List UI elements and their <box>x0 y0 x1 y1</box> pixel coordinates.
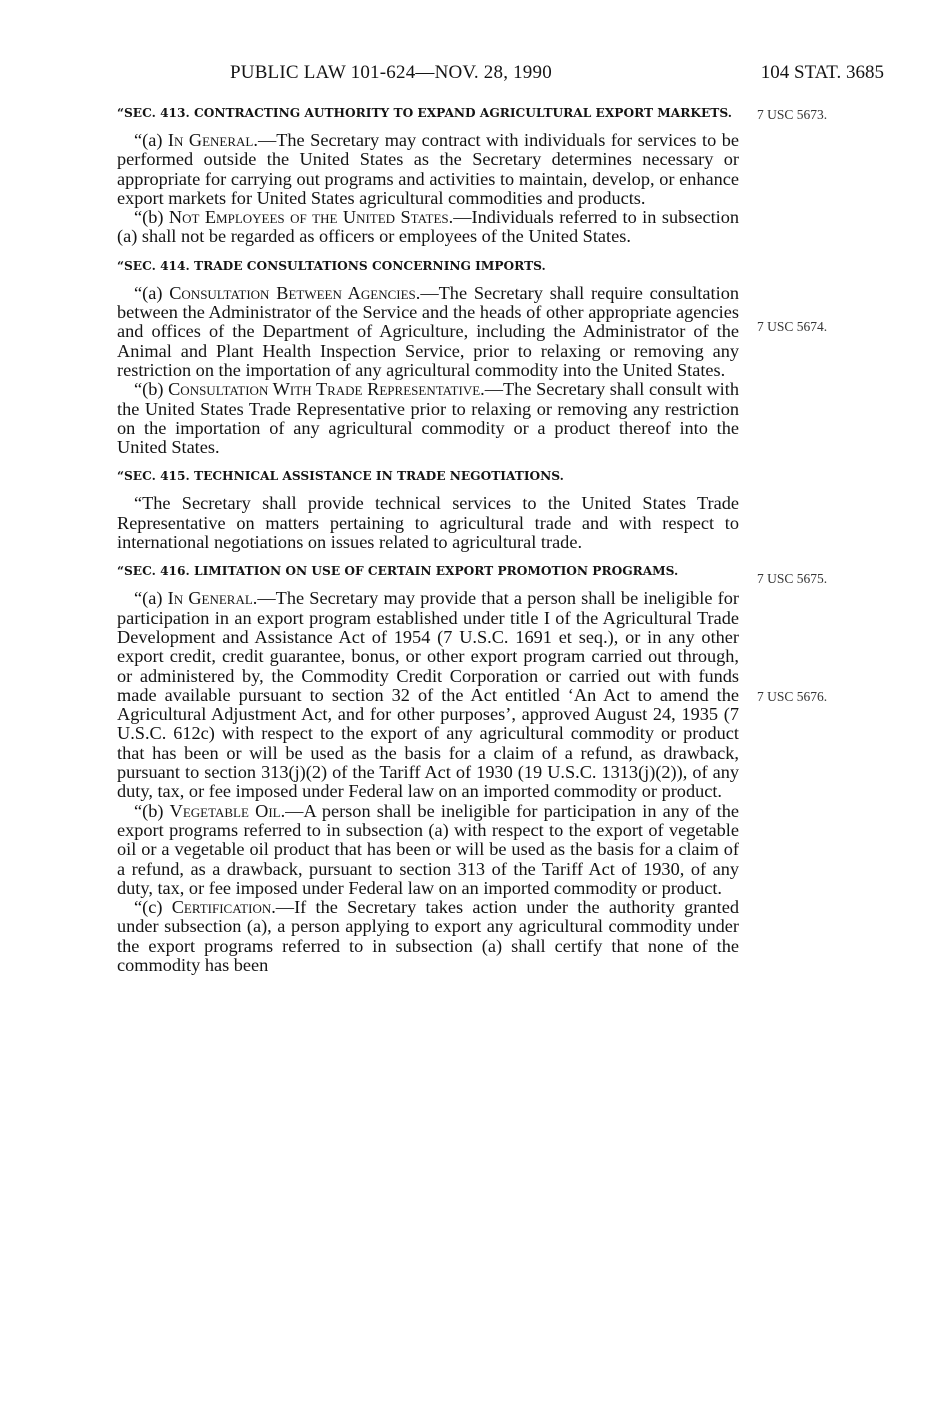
section-413 <box>117 105 739 247</box>
subsection-paragraph: “(a) In General.—The Secretary may contract with individuals for services to be performed outside the United States as the Secretary determines necessary or appropriate for carrying out programs and activities to maintain, develop, or enhance export markets for United States agricultural commodities and products. <box>117 130 740 208</box>
section-heading: “SEC. 416. LIMITATION ON USE OF CERTAIN EXPORT PROMOTION PROGRAMS. <box>117 564 679 579</box>
subsection-paragraph: “(b) Vegetable Oil.—A person shall be ineligible for participation in any of the export programs referred to in subsection (a) with respect to the export of vegetable oil or a vegetable oil product that has been or will be used as the basis for a claim of a refund, as a drawback, pursuant to section 313 of the Tariff Act of 1930, of any duty, tax, or fee imposed under Federal law on an imported commodity or product. <box>117 800 739 898</box>
subsection-paragraph: “(b) Not Employees of the United States.—Individuals referred to in subsection (a) shall not be regarded as officers or employees of the United States. <box>117 207 740 247</box>
page-header-title: PUBLIC LAW 101-624—NOV. 28, 1990 <box>230 62 552 83</box>
subsection-caption: Consultation With Trade Representative <box>168 379 481 400</box>
page-header <box>0 62 946 88</box>
section-heading: “SEC. 414. TRADE CONSULTATIONS CONCERNING IMPORTS. <box>117 258 546 273</box>
subsection-paragraph: “(b) Consultation With Trade Representative.—The Secretary shall consult with the United States Trade Representative prior to relaxing or removing any restriction on the importation of any agricultural commodity or a product thereof into the United States. <box>117 379 739 458</box>
section-416 <box>117 563 739 975</box>
subsection-caption: In General <box>167 588 253 609</box>
usc-citation-416: 7 USC 5676. <box>757 689 828 704</box>
text-column <box>117 105 739 975</box>
section-heading: “SEC. 413. CONTRACTING AUTHORITY TO EXPAND AGRICULTURAL EXPORT MARKETS. <box>117 106 732 120</box>
section-heading: “SEC. 415. TECHNICAL ASSISTANCE IN TRADE NEGOTIATIONS. <box>117 469 564 484</box>
usc-citation-414: 7 USC 5674. <box>757 319 828 334</box>
section-paragraph: “The Secretary shall provide technical services to the United States Trade Representative on matters pertaining to agricultural trade and with respect to international negotiations on issues related to agricultural trade. <box>117 493 739 553</box>
section-415 <box>117 468 739 552</box>
usc-citation-415: 7 USC 5675. <box>757 571 828 586</box>
statute-page-number: 104 STAT. 3685 <box>760 62 884 83</box>
subsection-caption: In General <box>167 130 254 150</box>
subsection-paragraph: “(c) Certification.—If the Secretary takes action under the authority granted under subsection (a), a person applying to export any agricultural commodity under the export programs referred to in subsection (a) shall certify that none of the commodity has been <box>117 897 739 975</box>
section-414 <box>117 258 739 458</box>
subsection-caption: Consultation Between Agencies <box>169 282 416 303</box>
subsection-caption: Not Employees of the United States <box>168 207 449 228</box>
subsection-paragraph: “(a) In General.—The Secretary may provide that a person shall be ineligible for participation in an export program established under title I of the Agricultural Trade Development and Assistance Act of 1954 (7 U.S.C. 1691 et seq.), or in any other export credit, credit guarantee, bonus, or other export program carried out through, or administered by, the Commodity Credit Corporation or carried out with funds made available pursuant to section 32 of the Act entitled ‘An Act to amend the Agricultural Adjustment Act, and for other purposes’, approved August 24, 1935 (7 U.S.C. 612c) with respect to the export of any agricultural commodity or product that has been or will be used as the basis for a claim of a refund, as drawback, pursuant to section 313(j)(2) of the Tariff Act of 1930 (19 U.S.C. 1313(j)(2)), of any duty, tax, or fee imposed under Federal law on an imported commodity or product. <box>117 588 739 802</box>
subsection-caption: Vegetable Oil <box>169 800 281 821</box>
usc-citation-413: 7 USC 5673. <box>757 107 828 122</box>
subsection-paragraph: “(a) Consultation Between Agencies.—The Secretary shall require consultation between the Administrator of the Service and the heads of other appropriate agencies and offices of the Department of Agriculture, including the Administrator of the Animal and Plant Health Inspection Service, prior to relaxing or removing any restriction on the importation of any agricultural commodity into the United States. <box>117 282 739 380</box>
subsection-caption: Certification <box>171 897 272 918</box>
